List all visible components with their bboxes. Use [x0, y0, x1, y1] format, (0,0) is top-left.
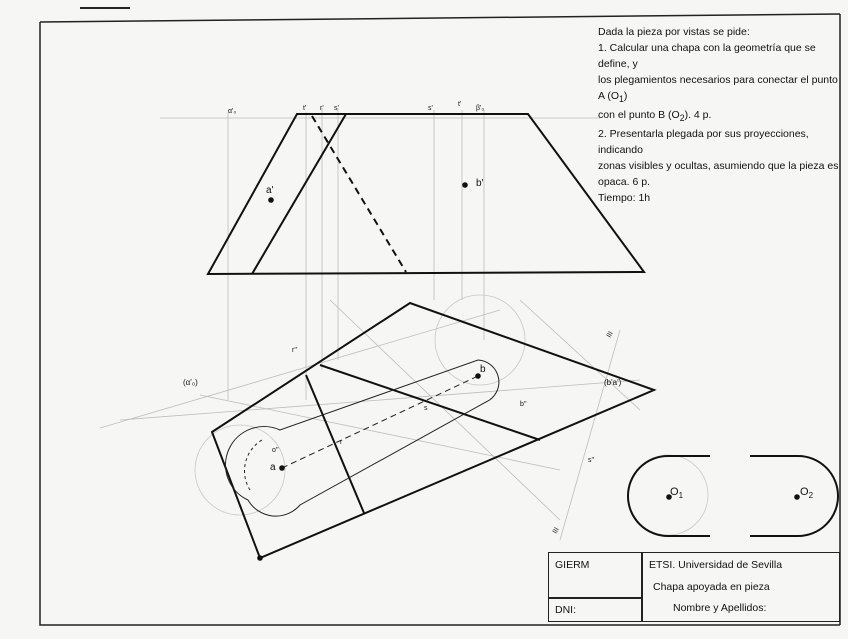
label-r-prime: r' — [320, 105, 324, 112]
sheet-border-top — [40, 14, 840, 22]
label-s-double: s'' — [588, 457, 595, 464]
subject-title: Chapa apoyada en pieza — [653, 581, 770, 593]
point-a — [279, 465, 285, 471]
label-b: b — [480, 364, 486, 375]
instructions-item2-line1: 2. Presentarla plegada por sus proyecciones, indicando — [598, 128, 809, 157]
label-a: a — [270, 462, 276, 473]
label-r-small: r — [340, 439, 343, 446]
title-block — [548, 552, 840, 622]
construction-arcs — [195, 295, 708, 535]
label-roman-bottom: III — [551, 526, 561, 535]
point-a-prime — [268, 197, 274, 203]
label-t-prime-2: t' — [458, 101, 462, 108]
label-s-prime-2: s' — [428, 105, 433, 112]
instructions-item1-line1: 1. Calcular una chapa con la geometría que se define, y — [598, 42, 816, 70]
instructions-item1-line2: los plegamientos necesarios para conectar el punto A $(O_1)$ — [598, 74, 838, 105]
name-label: Nombre y Apellidos: — [673, 602, 767, 614]
instructions-heading: Dada la pieza por vistas se pide: — [598, 26, 750, 38]
point-o2 — [794, 494, 800, 500]
instructions-item2-line2: zonas visibles y ocultas, asumiendo que la pieza es — [598, 160, 839, 173]
label-roman-top: III — [605, 330, 615, 339]
course-name: GIERM — [555, 559, 590, 571]
instructions-item1-line3: con el punto B $(O_2)$. 4 p. — [598, 109, 712, 124]
label-b-double: b'' — [520, 401, 527, 408]
construction-lines — [100, 108, 640, 540]
label-o-double: o'' — [272, 447, 279, 454]
label-s-small: s — [424, 405, 428, 412]
label-a-prime: a' — [266, 185, 274, 196]
exercise-instructions — [598, 24, 842, 206]
time-limit: Tiempo: 1h — [598, 192, 651, 205]
label-alpha-double: (α'₀) — [183, 378, 198, 387]
dni-label: DNI: — [555, 604, 576, 616]
label-b-a-double: (b'a') — [604, 378, 622, 387]
label-alpha-prime: α'₀ — [228, 108, 237, 115]
point-b-prime — [462, 182, 468, 188]
title-block-divider-vertical — [641, 553, 643, 621]
label-r-double: r'' — [292, 347, 298, 354]
instructions-item2-line3: opaca. 6 p. — [598, 176, 650, 189]
title-block-divider-horizontal — [549, 597, 641, 599]
label-o1: $O_1$ — [670, 486, 684, 500]
slot-hidden-edge — [245, 440, 262, 490]
plate-slot — [226, 360, 499, 516]
label-beta-prime: β'₀ — [476, 105, 485, 112]
label-t-prime: t' — [303, 105, 307, 112]
school-name: ETSI. Universidad de Sevilla — [649, 559, 783, 571]
label-o2: $O_2$ — [800, 486, 814, 500]
plate-view — [212, 303, 654, 558]
label-b-prime: b' — [476, 178, 484, 189]
label-s-prime: s' — [334, 105, 339, 112]
plate-corner-dot — [257, 555, 263, 561]
